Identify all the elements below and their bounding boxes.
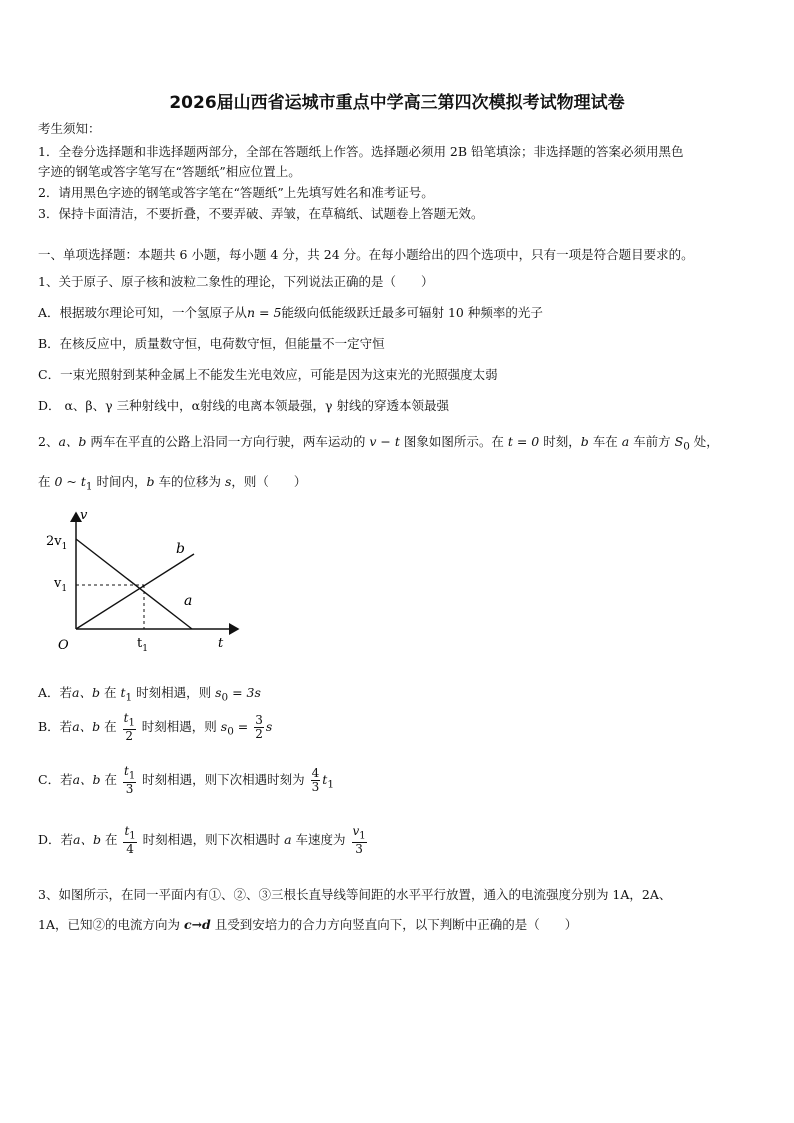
q2-text: 车在 xyxy=(588,434,622,449)
label-v1-sub: 1 xyxy=(61,584,68,594)
q1-option-d: D． α、β、γ 三种射线中，α射线的电离本领最强，γ 射线的穿透本领最强 xyxy=(38,398,449,413)
q1-stem: 1、关于原子、原子核和波粒二象性的理论，下列说法正确的是（ ） xyxy=(38,274,434,289)
q2-option-c xyxy=(38,765,334,796)
q2b-eq: = xyxy=(233,719,253,735)
q2a-text: 时刻相遇，则 xyxy=(132,685,216,700)
q2b-text: 在 xyxy=(100,719,121,735)
q2-option-d xyxy=(38,825,369,856)
label-t1-main: t xyxy=(137,636,143,651)
q3-stem-line2 xyxy=(38,915,577,933)
q2a-ab: a、b xyxy=(72,685,100,700)
q2b-text: 时刻相遇，则 xyxy=(137,719,221,735)
q2b-text: B．若 xyxy=(38,719,73,735)
q2c-tsub: 1 xyxy=(327,778,334,791)
q2b-frac2 xyxy=(254,714,264,741)
q2-text: 在 xyxy=(38,474,55,489)
q2c-frac2 xyxy=(311,767,321,794)
q2c-fd: 3 xyxy=(125,782,134,797)
q2-range: 0 ~ t xyxy=(54,474,86,489)
label-2v1 xyxy=(46,534,67,552)
q2d-rnsub: 1 xyxy=(359,830,366,842)
q2c-fnsub: 1 xyxy=(128,770,136,782)
q1-option-a xyxy=(38,303,543,321)
label-v: v xyxy=(80,508,88,523)
q2b-s0: s xyxy=(220,719,228,735)
q2-text: 图象如图所示。在 xyxy=(399,434,508,449)
label-v1-main: v xyxy=(54,576,62,591)
q2-text: 时刻， xyxy=(539,434,581,449)
label-t: t xyxy=(218,636,224,651)
q1-option-c: C．一束光照射到某种金属上不能发生光电效应，可能是因为这束光的光照强度太弱 xyxy=(38,367,498,382)
vt-graph xyxy=(38,505,248,660)
q2-range-sub: 1 xyxy=(85,480,93,493)
label-line-a: a xyxy=(184,593,193,609)
q2d-rd: 3 xyxy=(355,842,363,857)
q2d-frac2 xyxy=(352,825,367,856)
q1-option-a-text2: 能级向低能级跃迁最多可辐射 10 种频率的光子 xyxy=(281,305,543,320)
q2d-a: a xyxy=(284,832,292,848)
page-title: 2026届山西省运城市重点中学高三第四次模拟考试物理试卷 xyxy=(169,93,625,113)
q2b-rn: 3 xyxy=(255,713,263,728)
q2d-frac xyxy=(123,825,136,856)
q2-stem-line1 xyxy=(38,432,719,453)
notice-line-2: 2．请用黑色字迹的钢笔或答字笔在“答题纸”上先填写姓名和准考证号。 xyxy=(38,185,434,200)
q2d-ab: a、b xyxy=(73,832,101,848)
q2-stem-line2 xyxy=(38,472,306,493)
q2a-t: t xyxy=(120,685,126,700)
label-2v1-main: 2v xyxy=(46,534,62,549)
label-v1 xyxy=(53,576,67,594)
q3-stem-line1: 3、如图所示，在同一平面内有①、②、③三根长直导线等间距的水平平行放置，通入的电流强度分别为 1A，2A、 xyxy=(38,887,672,902)
notice-line-1b: 字迹的钢笔或答字笔写在“答题纸”相应位置上。 xyxy=(38,164,301,179)
q2-text: 两车在平直的公路上沿同一方向行驶，两车运动的 xyxy=(86,434,370,449)
q2c-rn: 4 xyxy=(311,766,320,781)
label-t1 xyxy=(137,636,148,654)
q2-text: ，则（ ） xyxy=(231,474,307,489)
q2-vt: v − t xyxy=(369,434,400,449)
q2b-fnsub: 1 xyxy=(128,717,135,729)
q2b-fd: 2 xyxy=(125,729,134,744)
line-b xyxy=(76,554,194,629)
label-2v1-sub: 1 xyxy=(61,542,68,552)
q2-option-b xyxy=(38,712,272,743)
q2-ab: a、b xyxy=(58,434,87,449)
q1-option-a-text: A．根据玻尔理论可知，一个氢原子从 xyxy=(38,305,248,320)
q2b-s: s xyxy=(265,719,273,735)
q2-text: 处， xyxy=(689,434,719,449)
q2a-s0sub: 0 xyxy=(221,691,229,704)
q2d-text: 在 xyxy=(101,832,122,848)
label-line-b: b xyxy=(176,541,185,557)
q2c-text: C．若 xyxy=(38,772,73,788)
q2-option-a xyxy=(38,683,261,704)
q2b-s0sub: 0 xyxy=(227,725,234,738)
q2-b: b xyxy=(580,434,589,449)
q2a-s0: s xyxy=(215,685,222,700)
q2b-fn: t xyxy=(123,711,129,725)
q2a-text: 在 xyxy=(100,685,121,700)
notice-heading: 考生须知： xyxy=(38,121,101,136)
q2a-eq: = 3s xyxy=(228,685,261,700)
q2c-ab: a、b xyxy=(72,772,101,788)
q2b-rd: 2 xyxy=(255,727,263,742)
q2-num: 2、 xyxy=(38,434,59,449)
q2d-fnsub: 1 xyxy=(129,830,136,842)
q2c-rd: 3 xyxy=(311,780,320,795)
q2-b: b xyxy=(146,474,155,489)
q2-s0-sub: 0 xyxy=(683,440,690,453)
notice-line-1a: 1．全卷分选择题和非选择题两部分，全部在答题纸上作答。选择题必须用 2B 铅笔填涂；非选择题的答案必须用黑色 xyxy=(38,144,684,159)
line-a xyxy=(76,539,192,629)
q3-text: 1A，已知②的电流方向为 xyxy=(38,917,184,932)
q2d-rn: v xyxy=(352,824,360,838)
q2a-tsub: 1 xyxy=(125,691,133,704)
q2d-fn: t xyxy=(124,824,130,838)
q2d-text: D．若 xyxy=(38,832,74,848)
section-heading: 一、单项选择题：本题共 6 小题，每小题 4 分，共 24 分。在每小题给出的四个选项中，只有一项是符合题目要求的。 xyxy=(38,247,694,262)
q2c-text: 在 xyxy=(100,772,121,788)
label-origin: O xyxy=(58,638,69,653)
q2d-fd: 4 xyxy=(126,842,134,857)
q2c-fn: t xyxy=(124,764,129,778)
q2d-text: 时刻相遇，则下次相遇时 xyxy=(138,832,285,848)
q2-a: a xyxy=(621,434,630,449)
q2-text: 车前方 xyxy=(629,434,675,449)
q1-option-a-math: n = 5 xyxy=(247,305,282,320)
q2-t0: t = 0 xyxy=(507,434,540,449)
q1-option-b: B．在核反应中，质量数守恒，电荷数守恒，但能量不一定守恒 xyxy=(38,336,385,351)
q2-text: 时间内， xyxy=(92,474,147,489)
notice-line-3: 3．保持卡面清洁，不要折叠，不要弄破、弄皱，在草稿纸、试题卷上答题无效。 xyxy=(38,206,484,221)
q2-s0: S xyxy=(674,434,684,449)
q2c-text: 时刻相遇，则下次相遇时刻为 xyxy=(138,772,309,788)
q3-dir: c→d xyxy=(183,917,211,932)
q2-s: s xyxy=(224,474,232,489)
q3-text: 且受到安培力的合力方向竖直向下，以下判断中正确的是（ ） xyxy=(210,917,578,932)
q2b-frac xyxy=(123,712,136,743)
q2c-frac xyxy=(123,765,136,796)
q2c-t: t xyxy=(322,772,328,788)
q2d-text: 车速度为 xyxy=(291,832,350,848)
q2-text: 车的位移为 xyxy=(154,474,225,489)
q2a-text: A．若 xyxy=(38,685,73,700)
label-t1-sub: 1 xyxy=(142,644,148,654)
q2b-ab: a、b xyxy=(72,719,101,735)
